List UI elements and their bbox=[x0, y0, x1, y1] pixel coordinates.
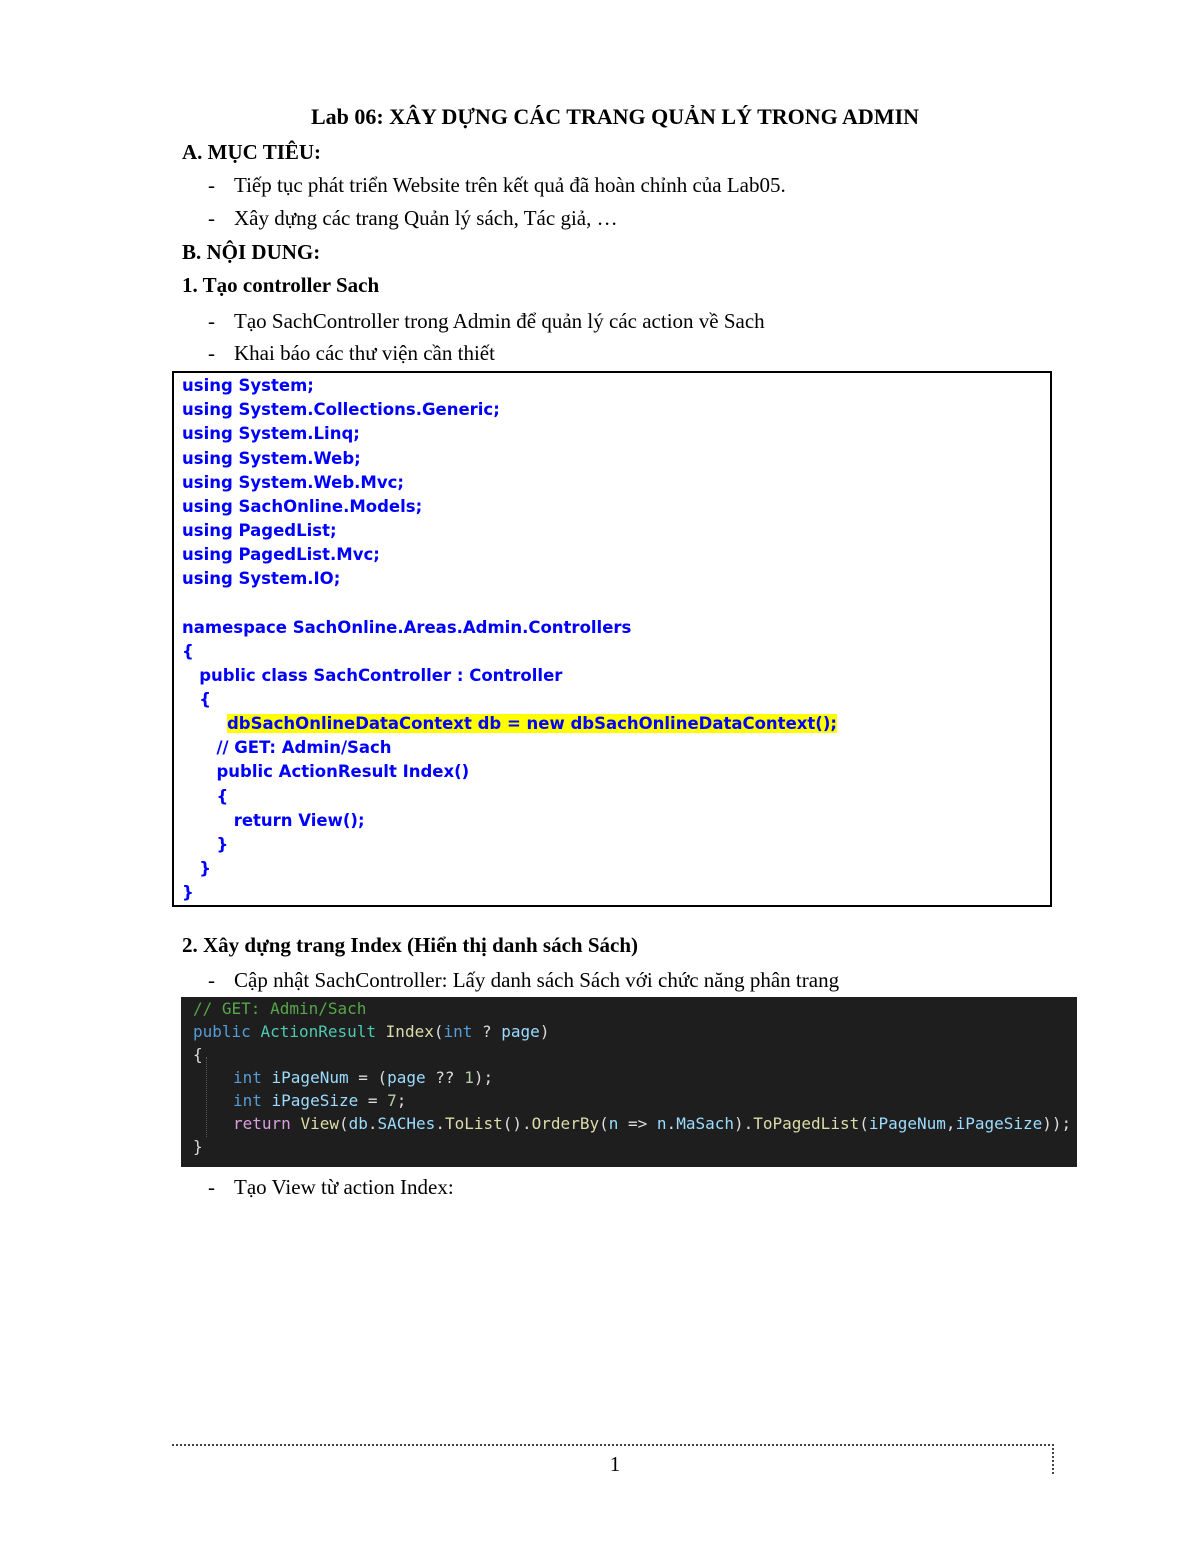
step2-heading: 2. Xây dựng trang Index (Hiển thị danh sách Sách) bbox=[182, 933, 639, 957]
code-line: return View(db.SACHes.ToList().OrderBy(n => n.MaSach).ToPagedList(iPageNum,iPageSize)); bbox=[233, 1114, 1072, 1133]
list-item: - Tạo SachController trong Admin để quản lý các action về Sach bbox=[208, 309, 765, 333]
footer-divider bbox=[172, 1444, 1054, 1446]
code-line: { bbox=[182, 787, 229, 806]
code-screenshot-index-action bbox=[181, 997, 1077, 1167]
list-item: - Cập nhật SachController: Lấy danh sách Sách với chức năng phân trang bbox=[208, 968, 840, 992]
code-line: // GET: Admin/Sach bbox=[193, 999, 367, 1018]
list-item: - Xây dựng các trang Quản lý sách, Tác giả, … bbox=[208, 206, 618, 230]
code-line: namespace SachOnline.Areas.Admin.Controllers bbox=[182, 618, 632, 637]
list-item: - Khai báo các thư viện cần thiết bbox=[208, 341, 495, 365]
code-line: using System.IO; bbox=[182, 569, 341, 588]
code-line: public ActionResult Index(int ? page) bbox=[193, 1022, 550, 1041]
list-item: - Tiếp tục phát triển Website trên kết quả đã hoàn chỉnh của Lab05. bbox=[208, 173, 786, 197]
list-item: - Tạo View từ action Index: bbox=[208, 1175, 454, 1199]
code-line: public ActionResult Index() bbox=[182, 762, 470, 781]
code-line: int iPageSize = 7; bbox=[233, 1091, 407, 1110]
section-a-heading: A. MỤC TIÊU: bbox=[182, 140, 322, 164]
code-line: using System.Web; bbox=[182, 449, 361, 468]
code-line: } bbox=[182, 859, 211, 878]
document-title: Lab 06: XÂY DỰNG CÁC TRANG QUẢN LÝ TRONG ADMIN bbox=[310, 104, 920, 129]
code-line: } bbox=[182, 835, 229, 854]
footer-divider-edge bbox=[1052, 1444, 1054, 1474]
code-line: // GET: Admin/Sach bbox=[182, 738, 392, 757]
code-line: return View(); bbox=[182, 811, 365, 830]
code-line: public class SachController : Controller bbox=[182, 666, 563, 685]
indent-guide bbox=[206, 1057, 207, 1137]
section-b-heading: B. NỘI DUNG: bbox=[182, 240, 321, 264]
code-line: using System.Collections.Generic; bbox=[182, 400, 500, 419]
code-line: { bbox=[182, 690, 211, 709]
highlight: dbSachOnlineDataContext db = new dbSachOnlineDataContext(); bbox=[227, 714, 837, 733]
code-line: { bbox=[193, 1045, 203, 1064]
code-line: using System.Web.Mvc; bbox=[182, 473, 404, 492]
step1-heading: 1. Tạo controller Sach bbox=[182, 273, 380, 297]
page-number: 1 bbox=[609, 1452, 621, 1476]
code-line: using System.Linq; bbox=[182, 424, 360, 443]
code-line: using System; bbox=[182, 376, 314, 395]
code-line: using SachOnline.Models; bbox=[182, 497, 423, 516]
code-line: } bbox=[182, 883, 194, 902]
code-block-using-declarations bbox=[172, 371, 1052, 907]
code-line: } bbox=[193, 1137, 203, 1156]
code-line: using PagedList.Mvc; bbox=[182, 545, 380, 564]
code-line-highlighted bbox=[227, 714, 837, 734]
code-line: { bbox=[182, 642, 194, 661]
code-line: using PagedList; bbox=[182, 521, 337, 540]
code-line: int iPageNum = (page ?? 1); bbox=[233, 1068, 494, 1087]
